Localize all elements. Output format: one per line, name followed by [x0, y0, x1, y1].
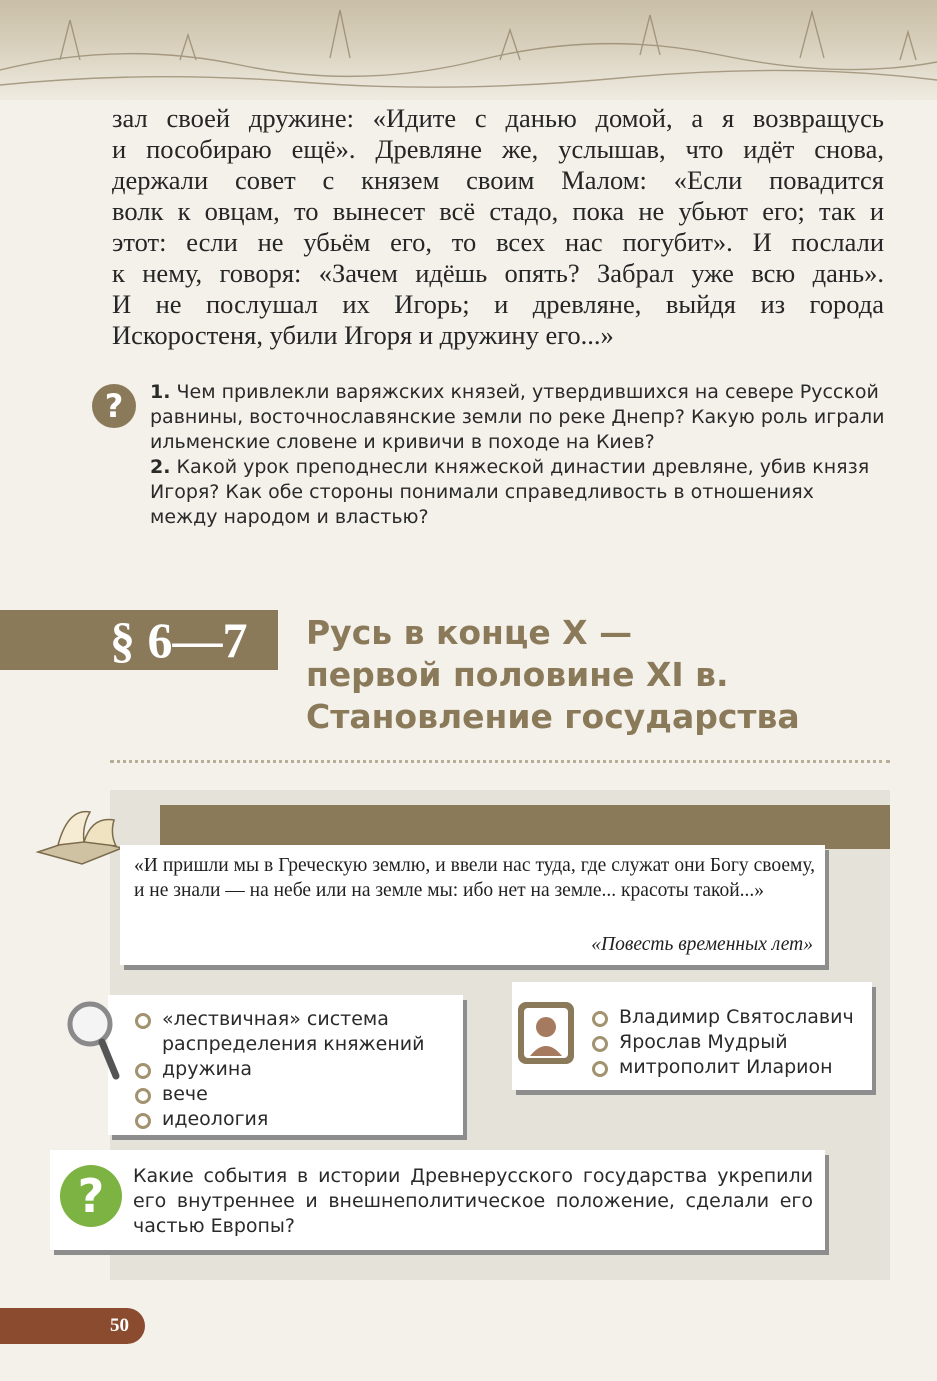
epigraph-quote: «И пришли мы в Греческую землю, и ввели нас туда, где служат они Богу своему, и не знали — на небе или на земле мы: ибо нет на земле... красоты такой...»: [134, 855, 815, 901]
intro-panel-header: [160, 805, 890, 849]
text-line: к нему, говоря: «Зачем идёшь опять? Забрал уже всю дань».: [112, 258, 884, 288]
term-item: вече: [135, 1082, 455, 1107]
key-question-text: Какие события в истории Древнерусского государства укрепили его внутреннее и внешнеполитическое положение, сделали его частью Европы?: [133, 1165, 813, 1237]
person-item: митрополит Иларион: [592, 1055, 872, 1080]
question-text: Чем привлекли варяжских князей, утвердившихся на севере Русской равнины, восточнославянские земли по реке Днепр? Какую роль играли ильменские словене и кривичи в походе на Киев?: [150, 381, 885, 453]
text-line: и пособираю ещё». Древляне же, услышав, что идёт снова,: [112, 134, 884, 164]
term-item: идеология: [135, 1107, 455, 1132]
question-icon: ?: [92, 384, 136, 428]
person-icon: [518, 1002, 574, 1064]
text-line: зал своей дружине: «Идите с данью домой, а я возвращусь: [112, 103, 884, 133]
term-item: «лествичная» система распределения княжений: [135, 1007, 455, 1057]
open-book-icon: [30, 790, 130, 874]
divider: [110, 760, 890, 763]
epigraph-source: «Повесть временных лет»: [591, 934, 813, 955]
question-item: [150, 380, 885, 455]
section-title-line: Русь в конце X —: [306, 613, 633, 652]
header-decoration: [0, 0, 937, 100]
page-number: 50: [110, 1315, 129, 1336]
term-item: дружина: [135, 1057, 455, 1082]
section-number: § 6—7: [110, 612, 248, 668]
person-item: Ярослав Мудрый: [592, 1030, 872, 1055]
text-line: этот: если не убьём его, то всех нас погубит». И послали: [112, 227, 884, 257]
person-item: Владимир Святославич: [592, 1005, 872, 1030]
review-questions: [150, 380, 885, 530]
chronicle-excerpt: [112, 103, 884, 351]
section-title-line: Становление государства: [306, 697, 800, 736]
question-text: Какой урок преподнесли княжеской династии древляне, убив князя Игоря? Как обе стороны понимали справедливость в отношениях между народом и властью?: [150, 456, 870, 528]
text-line: Искоростеня, убили Игоря и дружину его...»: [112, 320, 614, 350]
key-terms-list: [135, 1007, 455, 1132]
text-line: И не послушал их Игорь; и древляне, выйдя из города: [112, 289, 884, 319]
magnifier-icon: [62, 998, 122, 1092]
question-number: 1.: [150, 381, 171, 403]
epigraph-box: [120, 845, 825, 965]
key-persons-list: [592, 1005, 872, 1080]
section-title: [306, 612, 866, 738]
section-title-line: первой половине XI в.: [306, 655, 729, 694]
question-item: [150, 455, 885, 530]
text-line: держали совет с князем своим Малом: «Если повадится: [112, 165, 884, 195]
text-line: волк к овцам, то вынесет всё стадо, пока не убьют его; так и: [112, 196, 884, 226]
question-icon: ?: [60, 1165, 122, 1227]
question-number: 2.: [150, 456, 171, 478]
